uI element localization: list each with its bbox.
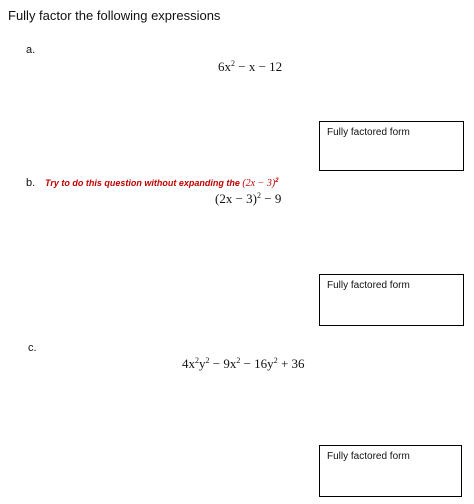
question-b-label: b. bbox=[26, 177, 36, 189]
question-a-expression: $6x^2 - x - 12$ bbox=[218, 59, 283, 74]
question-b-expression: $(2x - 3)^2 - 9$ bbox=[215, 191, 282, 206]
answer-box-label: Fully factored form bbox=[327, 127, 410, 138]
question-b-hint: Try to do this question without expanding the $(2x - 3)^2$ bbox=[45, 178, 279, 189]
question-c-expression: $4x^2y^2 - 9x^2 - 16y^2 + 36$ bbox=[182, 356, 305, 371]
answer-box-label: Fully factored form bbox=[327, 280, 410, 291]
answer-box-c[interactable] bbox=[319, 445, 462, 497]
answer-box-label: Fully factored form bbox=[327, 451, 410, 462]
answer-box-b[interactable] bbox=[319, 274, 464, 326]
question-a-label: a. bbox=[26, 44, 36, 56]
worksheet-title: Fully factor the following expressions bbox=[8, 8, 221, 23]
answer-box-a[interactable] bbox=[319, 121, 464, 171]
question-c-label: c. bbox=[28, 342, 37, 354]
